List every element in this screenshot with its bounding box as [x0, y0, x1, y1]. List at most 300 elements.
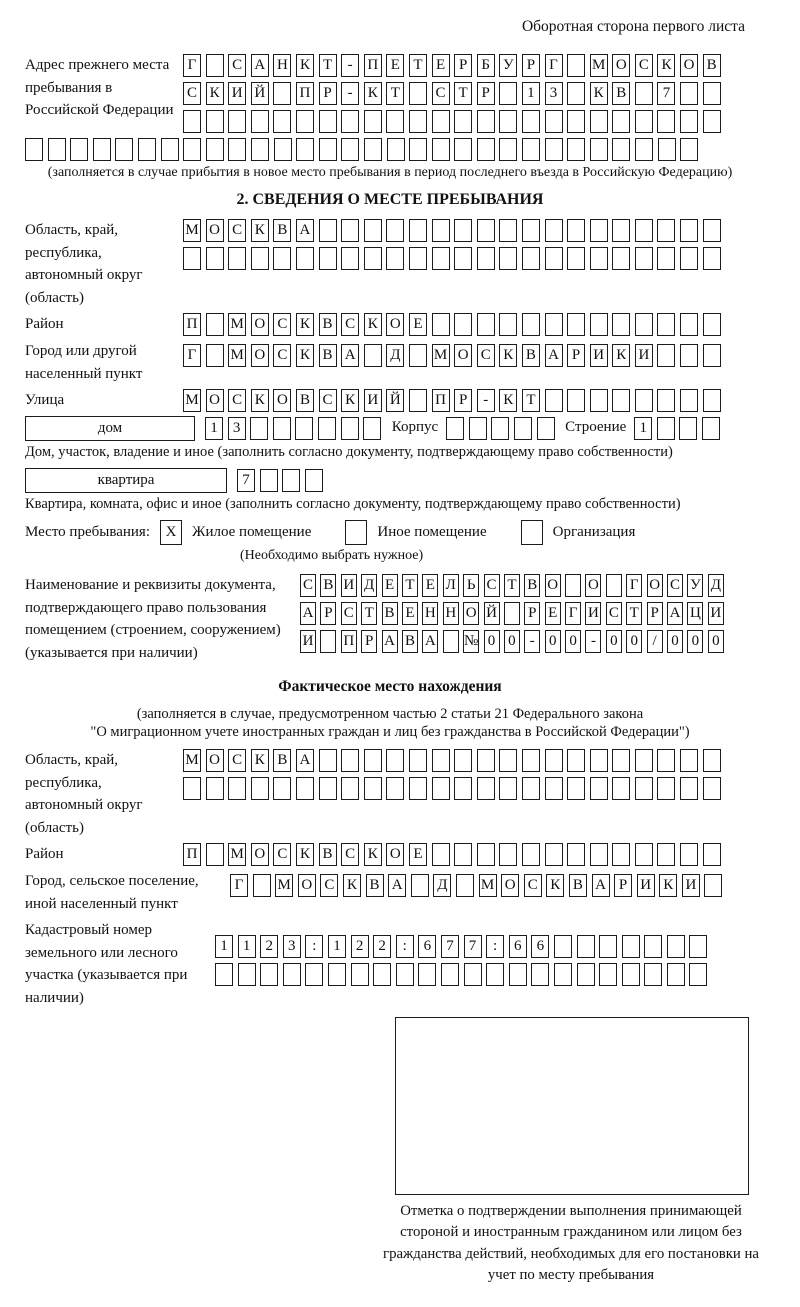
char-cell[interactable] — [409, 344, 427, 367]
char-cell[interactable] — [545, 219, 563, 242]
char-cell[interactable] — [251, 138, 269, 161]
char-cell[interactable] — [409, 82, 427, 105]
char-cell[interactable]: О — [501, 874, 519, 897]
char-cell[interactable] — [70, 138, 88, 161]
char-cell[interactable]: К — [251, 389, 269, 412]
char-cell[interactable]: Н — [273, 54, 291, 77]
char-cell[interactable] — [703, 843, 721, 866]
char-cell[interactable] — [635, 313, 653, 336]
char-cell[interactable]: К — [343, 874, 361, 897]
char-cell[interactable] — [319, 138, 337, 161]
char-cell[interactable]: К — [296, 313, 314, 336]
char-cell[interactable] — [567, 54, 585, 77]
char-cell[interactable] — [680, 777, 698, 800]
char-cell[interactable] — [499, 749, 517, 772]
char-cell[interactable] — [514, 417, 532, 440]
char-cell[interactable] — [319, 749, 337, 772]
char-cell[interactable] — [522, 843, 540, 866]
char-cell[interactable] — [364, 749, 382, 772]
char-cell[interactable]: Е — [409, 843, 427, 866]
char-cell[interactable] — [657, 219, 675, 242]
char-cell[interactable] — [215, 963, 233, 986]
char-cell[interactable]: К — [364, 843, 382, 866]
char-cell[interactable] — [590, 247, 608, 270]
char-cell[interactable] — [499, 82, 517, 105]
char-cell[interactable] — [273, 417, 291, 440]
char-cell[interactable] — [667, 963, 685, 986]
char-cell[interactable] — [238, 963, 256, 986]
char-cell[interactable]: И — [228, 82, 246, 105]
char-cell[interactable] — [432, 219, 450, 242]
char-cell[interactable] — [351, 963, 369, 986]
char-cell[interactable] — [364, 247, 382, 270]
char-cell[interactable]: Г — [626, 574, 642, 597]
char-cell[interactable] — [504, 602, 520, 625]
char-cell[interactable] — [577, 935, 595, 958]
char-cell[interactable]: Р — [524, 602, 540, 625]
char-cell[interactable] — [206, 777, 224, 800]
char-cell[interactable]: О — [298, 874, 316, 897]
char-cell[interactable] — [432, 247, 450, 270]
char-cell[interactable]: Д — [708, 574, 724, 597]
char-cell[interactable] — [567, 247, 585, 270]
char-cell[interactable] — [606, 574, 622, 597]
char-cell[interactable] — [567, 82, 585, 105]
char-cell[interactable]: 0 — [708, 630, 724, 653]
char-cell[interactable]: Т — [504, 574, 520, 597]
char-cell[interactable]: О — [545, 574, 561, 597]
char-cell[interactable] — [657, 344, 675, 367]
char-cell[interactable] — [454, 843, 472, 866]
char-cell[interactable]: 3 — [228, 417, 246, 440]
char-cell[interactable] — [432, 313, 450, 336]
char-cell[interactable]: 1 — [215, 935, 233, 958]
char-cell[interactable] — [509, 963, 527, 986]
char-cell[interactable]: В — [319, 344, 337, 367]
char-cell[interactable] — [25, 138, 43, 161]
char-cell[interactable]: Р — [320, 602, 336, 625]
char-cell[interactable] — [341, 138, 359, 161]
char-cell[interactable]: С — [341, 313, 359, 336]
char-cell[interactable] — [228, 777, 246, 800]
char-cell[interactable]: С — [524, 874, 542, 897]
char-cell[interactable]: 2 — [351, 935, 369, 958]
char-cell[interactable] — [545, 247, 563, 270]
char-cell[interactable] — [612, 749, 630, 772]
char-cell[interactable] — [522, 749, 540, 772]
char-cell[interactable]: К — [251, 219, 269, 242]
char-cell[interactable] — [115, 138, 133, 161]
char-cell[interactable] — [635, 843, 653, 866]
char-cell[interactable]: Р — [614, 874, 632, 897]
char-cell[interactable] — [499, 313, 517, 336]
char-cell[interactable] — [486, 963, 504, 986]
char-cell[interactable]: В — [402, 630, 418, 653]
char-cell[interactable]: 6 — [509, 935, 527, 958]
char-cell[interactable] — [680, 389, 698, 412]
char-cell[interactable]: В — [273, 749, 291, 772]
char-cell[interactable] — [296, 777, 314, 800]
char-cell[interactable]: С — [341, 602, 357, 625]
char-cell[interactable] — [590, 313, 608, 336]
char-cell[interactable]: В — [273, 219, 291, 242]
char-cell[interactable]: М — [432, 344, 450, 367]
char-cell[interactable] — [554, 935, 572, 958]
char-cell[interactable] — [537, 417, 555, 440]
char-cell[interactable]: К — [590, 82, 608, 105]
char-cell[interactable] — [590, 138, 608, 161]
char-cell[interactable] — [328, 963, 346, 986]
char-cell[interactable] — [499, 777, 517, 800]
char-cell[interactable] — [612, 110, 630, 133]
char-cell[interactable] — [206, 110, 224, 133]
char-cell[interactable] — [250, 417, 268, 440]
char-cell[interactable]: К — [659, 874, 677, 897]
char-cell[interactable] — [477, 843, 495, 866]
char-cell[interactable]: Е — [402, 602, 418, 625]
char-cell[interactable]: Ь — [463, 574, 479, 597]
char-cell[interactable]: О — [647, 574, 663, 597]
char-cell[interactable]: И — [635, 344, 653, 367]
char-cell[interactable] — [454, 138, 472, 161]
char-cell[interactable]: М — [590, 54, 608, 77]
char-cell[interactable] — [612, 313, 630, 336]
char-cell[interactable] — [499, 843, 517, 866]
char-cell[interactable]: 0 — [687, 630, 703, 653]
char-cell[interactable]: И — [300, 630, 316, 653]
char-cell[interactable]: У — [499, 54, 517, 77]
char-cell[interactable]: О — [612, 54, 630, 77]
char-cell[interactable]: : — [396, 935, 414, 958]
char-cell[interactable] — [477, 313, 495, 336]
char-cell[interactable] — [469, 417, 487, 440]
char-cell[interactable] — [432, 843, 450, 866]
char-cell[interactable]: 7 — [657, 82, 675, 105]
char-cell[interactable] — [319, 110, 337, 133]
char-cell[interactable] — [296, 138, 314, 161]
char-cell[interactable]: В — [320, 574, 336, 597]
char-cell[interactable]: А — [341, 344, 359, 367]
char-cell[interactable]: П — [364, 54, 382, 77]
char-cell[interactable]: Й — [484, 602, 500, 625]
char-cell[interactable] — [206, 138, 224, 161]
char-cell[interactable] — [454, 749, 472, 772]
char-cell[interactable]: С — [183, 82, 201, 105]
char-cell[interactable] — [454, 313, 472, 336]
char-cell[interactable]: В — [612, 82, 630, 105]
char-cell[interactable] — [522, 110, 540, 133]
char-cell[interactable] — [273, 82, 291, 105]
char-cell[interactable] — [305, 469, 323, 492]
char-cell[interactable]: В — [319, 313, 337, 336]
char-cell[interactable] — [703, 219, 721, 242]
char-cell[interactable] — [657, 749, 675, 772]
char-cell[interactable]: С — [273, 843, 291, 866]
char-cell[interactable]: Г — [545, 54, 563, 77]
char-cell[interactable] — [341, 247, 359, 270]
char-cell[interactable] — [228, 110, 246, 133]
char-cell[interactable] — [387, 138, 405, 161]
char-cell[interactable] — [590, 389, 608, 412]
char-cell[interactable]: К — [341, 389, 359, 412]
char-cell[interactable]: У — [687, 574, 703, 597]
char-cell[interactable]: С — [273, 313, 291, 336]
char-cell[interactable] — [567, 313, 585, 336]
char-cell[interactable] — [545, 749, 563, 772]
char-cell[interactable] — [183, 110, 201, 133]
char-cell[interactable] — [680, 749, 698, 772]
char-cell[interactable] — [206, 843, 224, 866]
char-cell[interactable]: Р — [567, 344, 585, 367]
char-cell[interactable]: Н — [422, 602, 438, 625]
char-cell[interactable] — [635, 389, 653, 412]
char-cell[interactable]: О — [386, 313, 404, 336]
char-cell[interactable]: К — [296, 344, 314, 367]
char-cell[interactable] — [635, 777, 653, 800]
char-cell[interactable]: 0 — [565, 630, 581, 653]
char-cell[interactable]: / — [647, 630, 663, 653]
char-cell[interactable]: 7 — [441, 935, 459, 958]
char-cell[interactable]: А — [592, 874, 610, 897]
char-cell[interactable]: К — [296, 843, 314, 866]
char-cell[interactable]: Е — [422, 574, 438, 597]
char-cell[interactable] — [183, 247, 201, 270]
char-cell[interactable]: И — [585, 602, 601, 625]
char-cell[interactable]: В — [569, 874, 587, 897]
char-cell[interactable] — [446, 417, 464, 440]
char-cell[interactable]: Г — [183, 344, 201, 367]
char-cell[interactable]: 7 — [237, 469, 255, 492]
char-cell[interactable] — [657, 247, 675, 270]
char-cell[interactable]: С — [319, 389, 337, 412]
char-cell[interactable]: Е — [386, 54, 404, 77]
char-cell[interactable]: Е — [432, 54, 450, 77]
char-cell[interactable] — [409, 749, 427, 772]
char-cell[interactable] — [635, 138, 653, 161]
checkbox-organization[interactable] — [521, 520, 543, 545]
char-cell[interactable] — [567, 749, 585, 772]
char-cell[interactable] — [531, 963, 549, 986]
char-cell[interactable]: В — [366, 874, 384, 897]
char-cell[interactable]: К — [296, 54, 314, 77]
char-cell[interactable]: 1 — [328, 935, 346, 958]
char-cell[interactable]: - — [585, 630, 601, 653]
char-cell[interactable] — [409, 389, 427, 412]
char-cell[interactable] — [396, 963, 414, 986]
char-cell[interactable]: Т — [409, 54, 427, 77]
char-cell[interactable] — [658, 138, 676, 161]
char-cell[interactable] — [364, 344, 382, 367]
char-cell[interactable] — [612, 138, 630, 161]
char-cell[interactable]: Й — [386, 389, 404, 412]
char-cell[interactable]: А — [251, 54, 269, 77]
char-cell[interactable] — [545, 389, 563, 412]
char-cell[interactable] — [599, 963, 617, 986]
char-cell[interactable] — [657, 389, 675, 412]
char-cell[interactable]: О — [585, 574, 601, 597]
char-cell[interactable] — [251, 247, 269, 270]
char-cell[interactable] — [612, 389, 630, 412]
char-cell[interactable]: П — [183, 313, 201, 336]
char-cell[interactable]: С — [635, 54, 653, 77]
char-cell[interactable]: - — [524, 630, 540, 653]
char-cell[interactable] — [386, 777, 404, 800]
char-cell[interactable] — [680, 313, 698, 336]
char-cell[interactable]: И — [590, 344, 608, 367]
char-cell[interactable] — [667, 935, 685, 958]
char-cell[interactable] — [364, 110, 382, 133]
char-cell[interactable] — [522, 777, 540, 800]
char-cell[interactable] — [657, 777, 675, 800]
char-cell[interactable]: И — [682, 874, 700, 897]
char-cell[interactable]: Р — [454, 389, 472, 412]
char-cell[interactable]: 0 — [484, 630, 500, 653]
char-cell[interactable]: Л — [443, 574, 459, 597]
char-cell[interactable]: И — [708, 602, 724, 625]
char-cell[interactable] — [138, 138, 156, 161]
char-cell[interactable] — [295, 417, 313, 440]
char-cell[interactable]: 7 — [464, 935, 482, 958]
char-cell[interactable] — [590, 749, 608, 772]
char-cell[interactable]: М — [275, 874, 293, 897]
char-cell[interactable]: К — [206, 82, 224, 105]
char-cell[interactable] — [680, 247, 698, 270]
char-cell[interactable]: О — [454, 344, 472, 367]
char-cell[interactable]: Г — [183, 54, 201, 77]
char-cell[interactable] — [590, 777, 608, 800]
char-cell[interactable]: 2 — [260, 935, 278, 958]
char-cell[interactable]: В — [296, 389, 314, 412]
char-cell[interactable] — [411, 874, 429, 897]
char-cell[interactable] — [599, 935, 617, 958]
char-cell[interactable] — [703, 344, 721, 367]
char-cell[interactable] — [679, 417, 697, 440]
char-cell[interactable] — [657, 110, 675, 133]
char-cell[interactable]: В — [319, 843, 337, 866]
char-cell[interactable] — [386, 219, 404, 242]
char-cell[interactable]: Е — [409, 313, 427, 336]
char-cell[interactable]: А — [388, 874, 406, 897]
char-cell[interactable]: Е — [382, 574, 398, 597]
char-cell[interactable]: Б — [477, 54, 495, 77]
char-cell[interactable] — [644, 935, 662, 958]
char-cell[interactable] — [702, 417, 720, 440]
char-cell[interactable] — [251, 777, 269, 800]
char-cell[interactable] — [341, 110, 359, 133]
char-cell[interactable]: С — [228, 219, 246, 242]
char-cell[interactable] — [206, 344, 224, 367]
char-cell[interactable]: - — [341, 82, 359, 105]
char-cell[interactable] — [319, 777, 337, 800]
char-cell[interactable] — [477, 219, 495, 242]
char-cell[interactable] — [454, 219, 472, 242]
char-cell[interactable] — [612, 247, 630, 270]
char-cell[interactable] — [206, 247, 224, 270]
char-cell[interactable]: 0 — [606, 630, 622, 653]
char-cell[interactable]: Д — [433, 874, 451, 897]
char-cell[interactable]: А — [422, 630, 438, 653]
char-cell[interactable] — [228, 138, 246, 161]
char-cell[interactable] — [260, 469, 278, 492]
char-cell[interactable] — [409, 138, 427, 161]
char-cell[interactable] — [341, 219, 359, 242]
char-cell[interactable] — [703, 82, 721, 105]
char-cell[interactable] — [522, 247, 540, 270]
char-cell[interactable] — [183, 138, 201, 161]
char-cell[interactable]: С — [477, 344, 495, 367]
char-cell[interactable] — [432, 138, 450, 161]
char-cell[interactable] — [680, 344, 698, 367]
char-cell[interactable]: Т — [361, 602, 377, 625]
char-cell[interactable]: А — [545, 344, 563, 367]
char-cell[interactable] — [477, 777, 495, 800]
char-cell[interactable] — [522, 313, 540, 336]
char-cell[interactable]: А — [296, 749, 314, 772]
char-cell[interactable]: 6 — [531, 935, 549, 958]
char-cell[interactable]: М — [228, 344, 246, 367]
char-cell[interactable] — [477, 110, 495, 133]
char-cell[interactable] — [318, 417, 336, 440]
char-cell[interactable]: С — [432, 82, 450, 105]
char-cell[interactable] — [704, 874, 722, 897]
char-cell[interactable] — [622, 935, 640, 958]
char-cell[interactable] — [545, 110, 563, 133]
char-cell[interactable] — [567, 219, 585, 242]
char-cell[interactable] — [567, 138, 585, 161]
char-cell[interactable]: К — [499, 344, 517, 367]
char-cell[interactable] — [590, 110, 608, 133]
char-cell[interactable]: Г — [230, 874, 248, 897]
char-cell[interactable] — [689, 963, 707, 986]
char-cell[interactable] — [364, 219, 382, 242]
char-cell[interactable]: О — [251, 344, 269, 367]
char-cell[interactable] — [680, 82, 698, 105]
char-cell[interactable] — [644, 963, 662, 986]
char-cell[interactable] — [622, 963, 640, 986]
char-cell[interactable] — [703, 247, 721, 270]
char-cell[interactable]: Н — [443, 602, 459, 625]
char-cell[interactable]: 1 — [634, 417, 652, 440]
char-cell[interactable] — [680, 219, 698, 242]
char-cell[interactable] — [386, 247, 404, 270]
char-cell[interactable] — [567, 777, 585, 800]
char-cell[interactable]: Ц — [687, 602, 703, 625]
char-cell[interactable] — [386, 749, 404, 772]
char-cell[interactable]: К — [364, 82, 382, 105]
char-cell[interactable]: П — [432, 389, 450, 412]
char-cell[interactable]: И — [364, 389, 382, 412]
char-cell[interactable] — [409, 777, 427, 800]
char-cell[interactable] — [251, 110, 269, 133]
char-cell[interactable] — [577, 963, 595, 986]
char-cell[interactable]: 1 — [205, 417, 223, 440]
char-cell[interactable]: 2 — [373, 935, 391, 958]
char-cell[interactable] — [689, 935, 707, 958]
char-cell[interactable]: О — [680, 54, 698, 77]
char-cell[interactable] — [554, 963, 572, 986]
char-cell[interactable] — [296, 247, 314, 270]
char-cell[interactable]: И — [341, 574, 357, 597]
char-cell[interactable] — [477, 247, 495, 270]
char-cell[interactable] — [522, 138, 540, 161]
char-cell[interactable]: П — [296, 82, 314, 105]
char-cell[interactable] — [680, 843, 698, 866]
char-cell[interactable]: О — [386, 843, 404, 866]
char-cell[interactable] — [703, 313, 721, 336]
char-cell[interactable] — [545, 843, 563, 866]
char-cell[interactable] — [341, 777, 359, 800]
char-cell[interactable] — [612, 219, 630, 242]
